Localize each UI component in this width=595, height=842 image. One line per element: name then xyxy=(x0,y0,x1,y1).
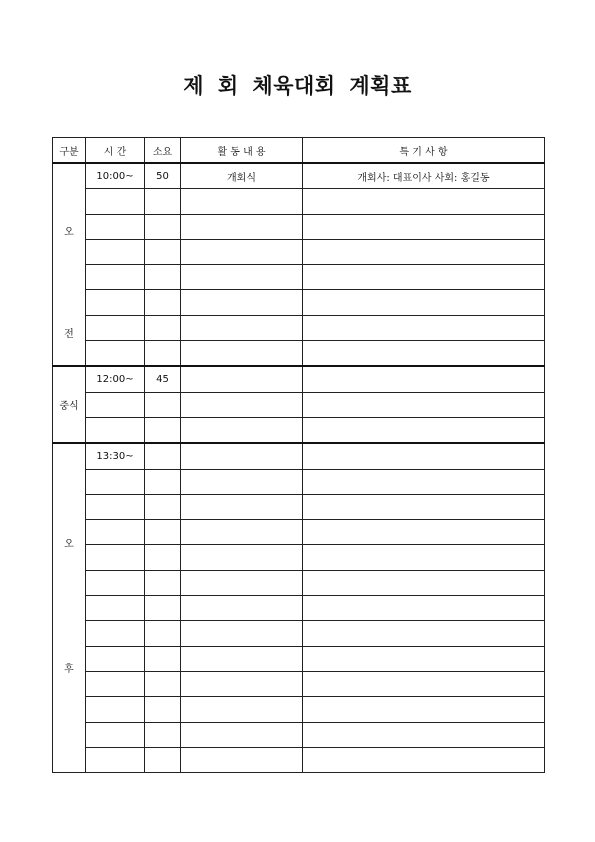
duration-cell[interactable] xyxy=(145,722,181,747)
table-row xyxy=(53,163,545,189)
time-cell[interactable] xyxy=(86,392,145,417)
table-row xyxy=(53,366,545,392)
activity-cell[interactable] xyxy=(181,315,303,340)
table-row xyxy=(53,570,545,595)
remarks-cell[interactable] xyxy=(303,545,545,570)
table-row xyxy=(53,596,545,621)
remarks-cell[interactable] xyxy=(303,747,545,772)
table-row xyxy=(53,214,545,239)
activity-cell[interactable] xyxy=(181,189,303,214)
remarks-cell[interactable] xyxy=(303,417,545,443)
activity-cell[interactable] xyxy=(181,239,303,264)
remarks-cell[interactable] xyxy=(303,596,545,621)
duration-cell[interactable] xyxy=(145,265,181,290)
section-label-lunch: 중식 xyxy=(53,366,86,443)
table-row xyxy=(53,747,545,772)
activity-cell[interactable] xyxy=(181,671,303,696)
duration-cell[interactable] xyxy=(145,520,181,545)
activity-cell[interactable] xyxy=(181,341,303,367)
remarks-cell[interactable] xyxy=(303,443,545,469)
table-row xyxy=(53,494,545,519)
activity-cell[interactable] xyxy=(181,214,303,239)
remarks-cell[interactable] xyxy=(303,646,545,671)
time-cell[interactable] xyxy=(86,722,145,747)
time-cell[interactable] xyxy=(86,417,145,443)
duration-cell[interactable] xyxy=(145,697,181,722)
activity-cell[interactable] xyxy=(181,417,303,443)
table-row xyxy=(53,443,545,469)
remarks-cell[interactable] xyxy=(303,315,545,340)
remarks-cell[interactable] xyxy=(303,722,545,747)
duration-cell[interactable] xyxy=(145,494,181,519)
header-activity: 활 동 내 용 xyxy=(181,138,303,164)
table-row xyxy=(53,621,545,646)
time-cell[interactable] xyxy=(86,214,145,239)
header-duration: 소요 xyxy=(145,138,181,164)
section-label-morning-top: 오 xyxy=(64,226,74,238)
duration-cell[interactable] xyxy=(145,443,181,469)
activity-cell[interactable] xyxy=(181,443,303,469)
remarks-cell[interactable] xyxy=(303,265,545,290)
time-cell[interactable] xyxy=(86,545,145,570)
time-cell[interactable] xyxy=(86,341,145,367)
activity-cell[interactable] xyxy=(181,570,303,595)
remarks-cell[interactable] xyxy=(303,214,545,239)
time-cell[interactable] xyxy=(86,596,145,621)
document-title: 제 회 체육대회 계획표 xyxy=(183,73,412,98)
table-row xyxy=(53,392,545,417)
table-row xyxy=(53,315,545,340)
remarks-cell[interactable] xyxy=(303,469,545,494)
remarks-cell[interactable] xyxy=(303,520,545,545)
time-cell[interactable] xyxy=(86,646,145,671)
activity-cell[interactable] xyxy=(181,290,303,315)
remarks-cell[interactable] xyxy=(303,697,545,722)
header-remarks: 특 기 사 항 xyxy=(303,138,545,164)
time-cell[interactable] xyxy=(86,265,145,290)
remarks-cell[interactable] xyxy=(303,494,545,519)
duration-cell[interactable] xyxy=(145,189,181,214)
activity-cell[interactable] xyxy=(181,392,303,417)
time-cell[interactable] xyxy=(86,494,145,519)
time-cell[interactable]: 13:30~ xyxy=(86,443,145,469)
duration-cell[interactable] xyxy=(145,392,181,417)
remarks-cell[interactable] xyxy=(303,290,545,315)
activity-cell[interactable] xyxy=(181,469,303,494)
remarks-cell[interactable] xyxy=(303,570,545,595)
duration-cell[interactable] xyxy=(145,646,181,671)
duration-cell[interactable] xyxy=(145,239,181,264)
table-row xyxy=(53,417,545,443)
duration-cell[interactable] xyxy=(145,545,181,570)
remarks-cell[interactable] xyxy=(303,366,545,392)
time-cell[interactable] xyxy=(86,671,145,696)
duration-cell[interactable] xyxy=(145,621,181,646)
activity-cell[interactable] xyxy=(181,366,303,392)
duration-cell[interactable] xyxy=(145,290,181,315)
section-label-morning-bottom: 전 xyxy=(64,328,74,340)
duration-cell[interactable]: 45 xyxy=(145,366,181,392)
section-label-afternoon-bottom: 후 xyxy=(64,664,74,676)
header-row xyxy=(53,138,545,164)
remarks-cell[interactable] xyxy=(303,239,545,264)
time-cell[interactable] xyxy=(86,621,145,646)
duration-cell[interactable] xyxy=(145,214,181,239)
duration-cell[interactable]: 50 xyxy=(145,163,181,189)
time-cell[interactable] xyxy=(86,189,145,214)
activity-cell[interactable] xyxy=(181,697,303,722)
duration-cell[interactable] xyxy=(145,747,181,772)
time-cell[interactable] xyxy=(86,315,145,340)
time-cell[interactable]: 10:00~ xyxy=(86,163,145,189)
table-row xyxy=(53,697,545,722)
section-label-morning xyxy=(53,163,86,366)
remarks-cell[interactable] xyxy=(303,341,545,367)
duration-cell[interactable] xyxy=(145,315,181,340)
activity-cell[interactable] xyxy=(181,545,303,570)
activity-cell[interactable] xyxy=(181,747,303,772)
remarks-cell[interactable] xyxy=(303,621,545,646)
time-cell[interactable] xyxy=(86,469,145,494)
time-cell[interactable] xyxy=(86,290,145,315)
activity-cell[interactable] xyxy=(181,596,303,621)
activity-cell[interactable] xyxy=(181,494,303,519)
time-cell[interactable] xyxy=(86,520,145,545)
section-label-afternoon-top: 오 xyxy=(64,539,74,551)
activity-cell[interactable] xyxy=(181,621,303,646)
time-cell[interactable] xyxy=(86,747,145,772)
duration-cell[interactable] xyxy=(145,570,181,595)
remarks-cell[interactable] xyxy=(303,392,545,417)
time-cell[interactable] xyxy=(86,239,145,264)
activity-cell[interactable] xyxy=(181,646,303,671)
duration-cell[interactable] xyxy=(145,469,181,494)
table-row xyxy=(53,671,545,696)
table-row xyxy=(53,265,545,290)
duration-cell[interactable] xyxy=(145,596,181,621)
duration-cell[interactable] xyxy=(145,417,181,443)
table-row xyxy=(53,520,545,545)
table-row xyxy=(53,469,545,494)
activity-cell[interactable] xyxy=(181,520,303,545)
table-row xyxy=(53,545,545,570)
time-cell[interactable]: 12:00~ xyxy=(86,366,145,392)
header-division: 구분 xyxy=(53,138,86,164)
remarks-cell[interactable]: 개회사: 대표이사 사회: 홍길동 xyxy=(303,163,545,189)
activity-cell[interactable] xyxy=(181,722,303,747)
table-row xyxy=(53,722,545,747)
remarks-cell[interactable] xyxy=(303,189,545,214)
table-row xyxy=(53,239,545,264)
time-cell[interactable] xyxy=(86,570,145,595)
activity-cell[interactable] xyxy=(181,265,303,290)
section-label-afternoon xyxy=(53,443,86,772)
activity-cell[interactable]: 개회식 xyxy=(181,163,303,189)
time-cell[interactable] xyxy=(86,697,145,722)
duration-cell[interactable] xyxy=(145,671,181,696)
remarks-cell[interactable] xyxy=(303,671,545,696)
duration-cell[interactable] xyxy=(145,341,181,367)
table-row xyxy=(53,290,545,315)
table-row xyxy=(53,189,545,214)
table-row xyxy=(53,341,545,367)
schedule-table xyxy=(52,137,545,773)
table-row xyxy=(53,646,545,671)
header-time: 시 간 xyxy=(86,138,145,164)
